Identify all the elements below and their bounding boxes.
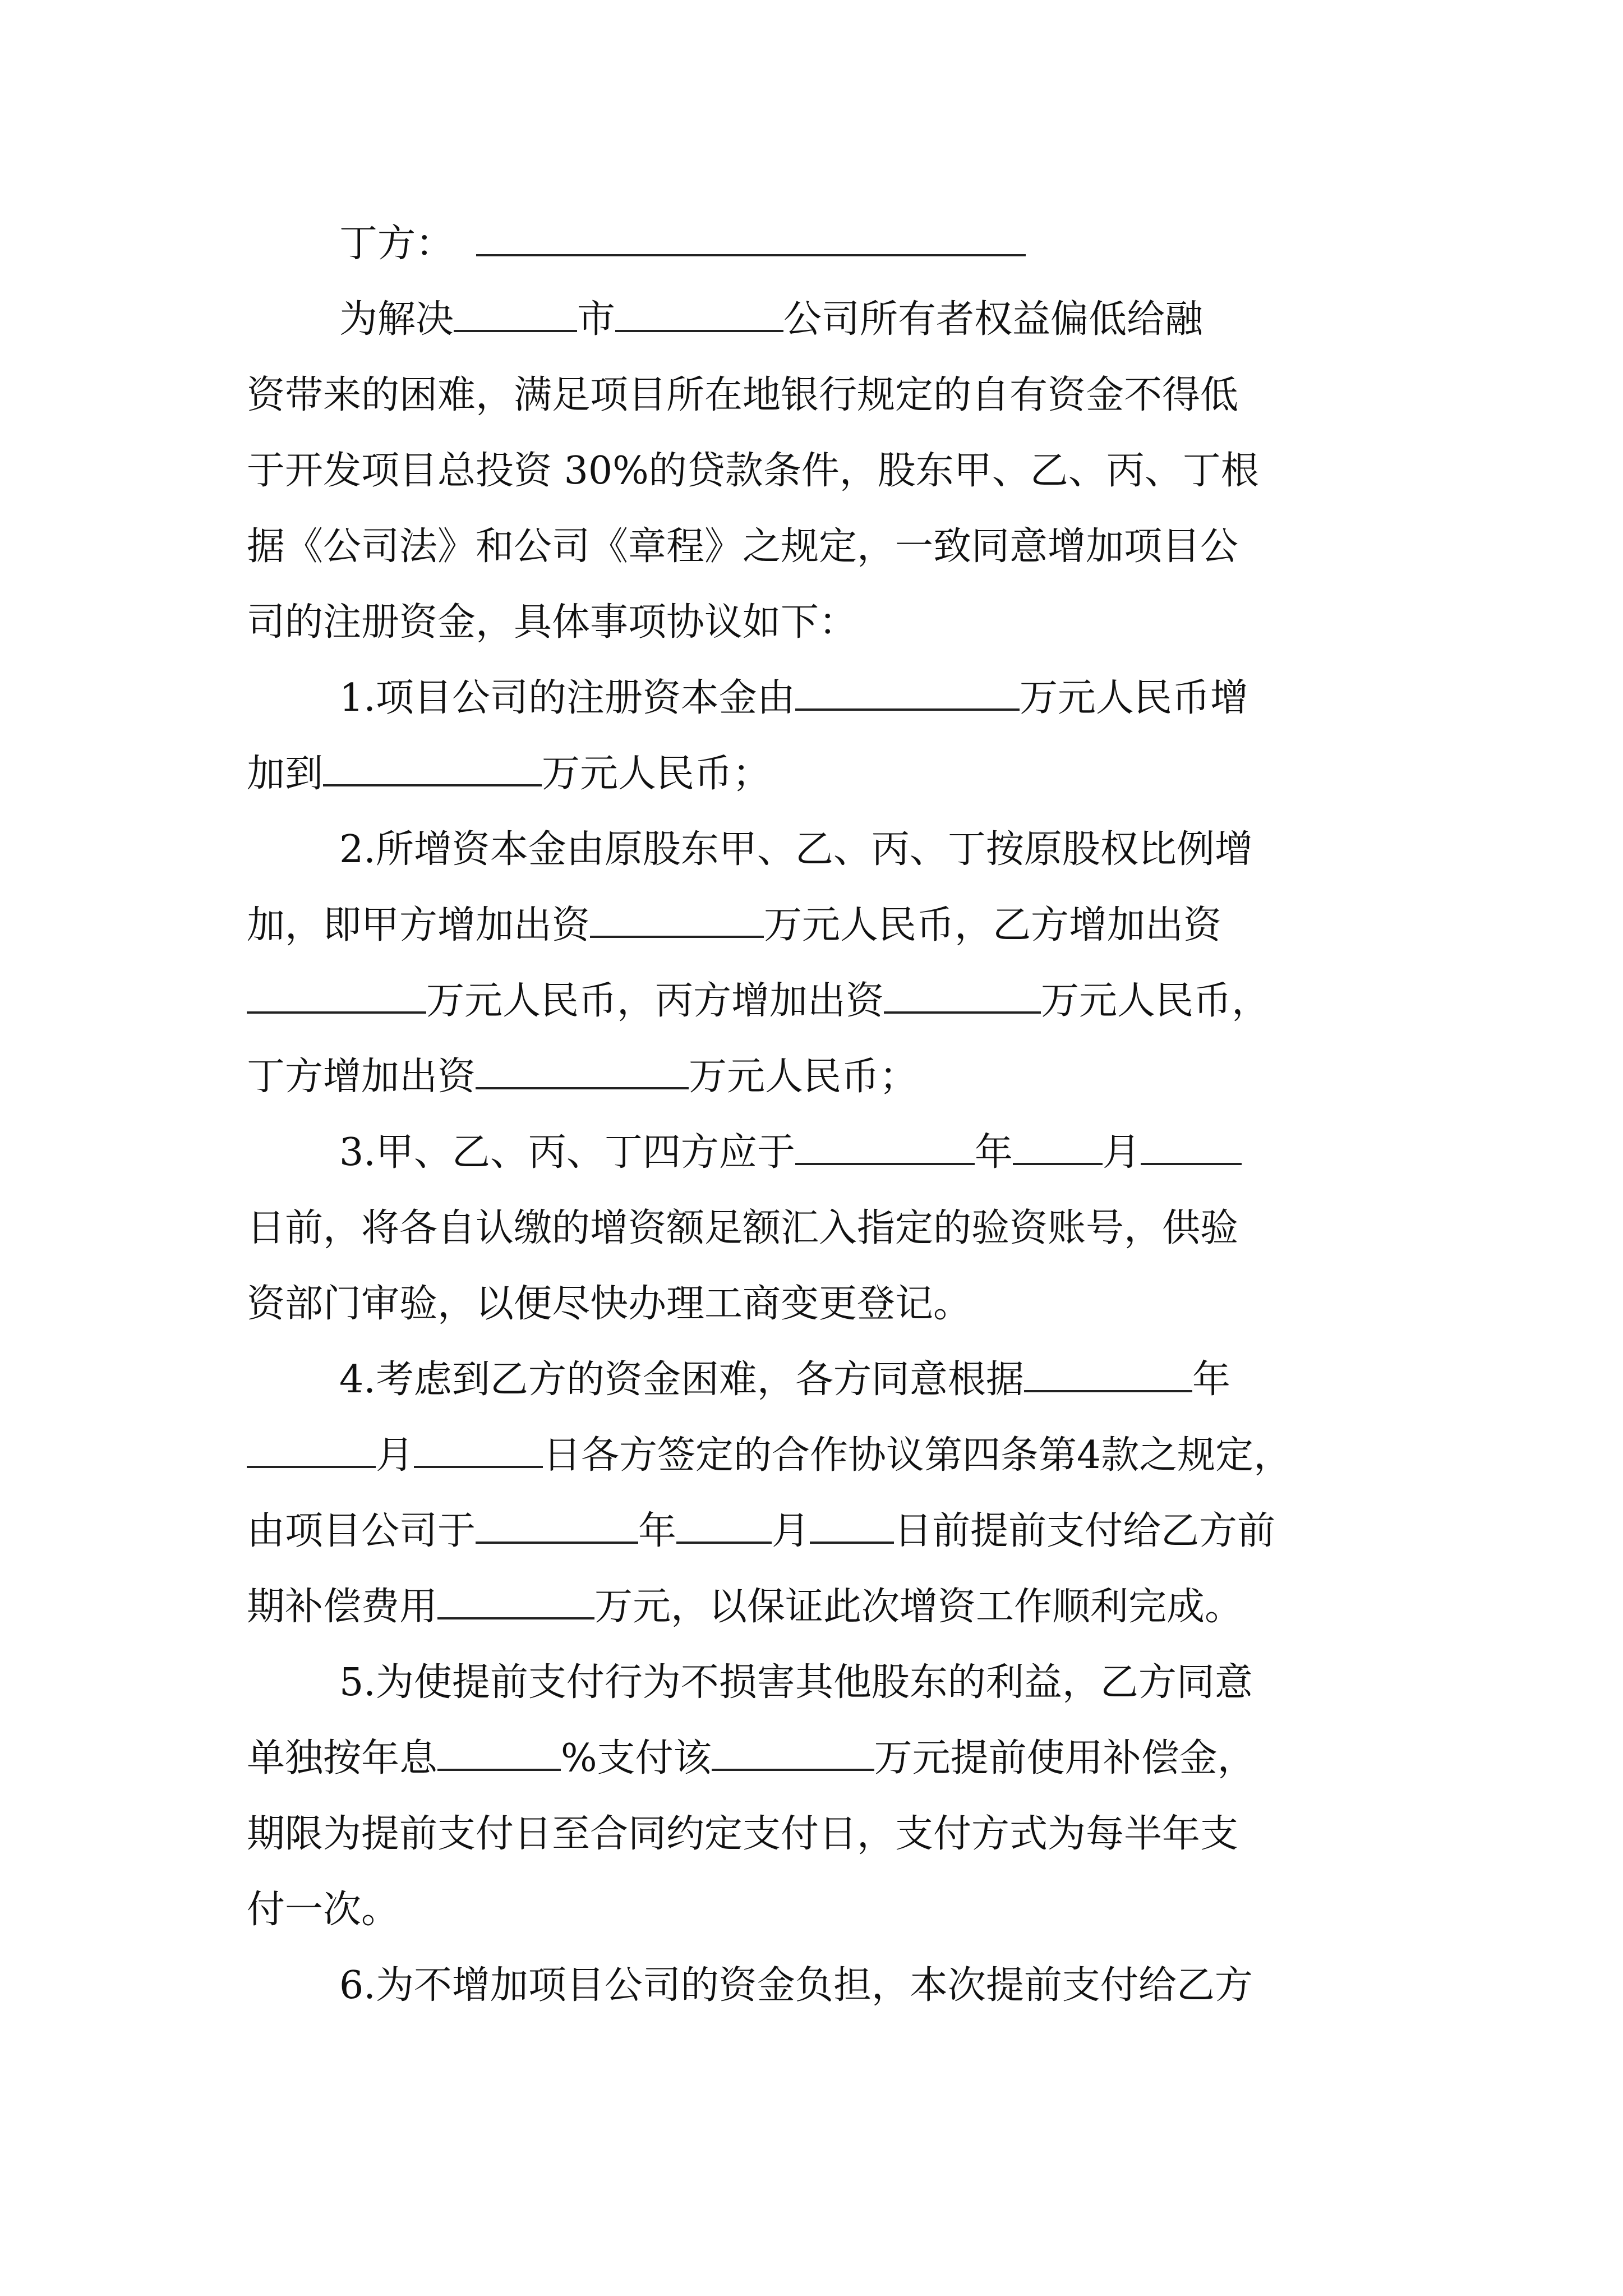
text-line: 单独按年息 %支付该 万元提前使用补偿金， <box>247 1731 1256 1787</box>
text-line: 4.考虑到乙方的资金困难，各方同意根据 年 <box>339 1352 1230 1408</box>
fill-in-blank <box>476 1052 689 1089</box>
fill-in-blank <box>247 977 426 1014</box>
text-line: 加到 万元人民币； <box>247 746 771 802</box>
text-line: 于开发项目总投资 30%的贷款条件，股东甲、乙、丙、丁根 <box>247 449 1259 493</box>
text-line: 司的注册资金，具体事项协议如下： <box>247 600 857 645</box>
fill-in-blank <box>676 1507 772 1544</box>
text-line: 5.为使提前支付行为不损害其他股东的利益，乙方同意 <box>339 1660 1253 1705</box>
fill-in-blank <box>590 901 764 938</box>
text-line: 2.所增资本金由原股东甲、乙、丙、丁按原股权比例增 <box>339 827 1253 872</box>
fill-in-blank <box>615 295 783 332</box>
text-line: 万元人民币，丙方增加出资 万元人民币， <box>247 973 1270 1029</box>
text-line: 日前，将各自认缴的增资额足额汇入指定的验资账号，供验 <box>247 1206 1239 1250</box>
fill-in-blank <box>323 749 542 786</box>
fill-in-blank <box>247 1431 376 1468</box>
text-line: 为解决 市 公司所有者权益偏低给融 <box>339 292 1203 348</box>
text-line: 付一次。 <box>247 1888 400 1932</box>
text-line: 据《公司法》和公司《章程》之规定，一致同意增加项目公 <box>247 524 1239 569</box>
fill-in-blank <box>437 1734 561 1771</box>
fill-in-blank <box>437 1582 594 1619</box>
fill-in-blank <box>810 1507 894 1544</box>
fill-in-blank <box>1141 1128 1242 1165</box>
fill-in-blank <box>414 1431 543 1468</box>
fill-in-blank <box>795 674 1020 711</box>
fill-in-blank <box>476 1507 638 1544</box>
fill-in-blank <box>795 1128 975 1165</box>
text-line: 丁方： <box>339 216 1026 272</box>
fill-in-blank <box>712 1734 874 1771</box>
fill-in-blank <box>1024 1355 1192 1392</box>
text-line: 3.甲、乙、丙、丁四方应于 年 月 <box>339 1125 1242 1181</box>
text-line: 资带来的困难，满足项目所在地银行规定的自有资金不得低 <box>247 373 1239 417</box>
text-line: 期补偿费用 万元，以保证此次增资工作顺利完成。 <box>247 1579 1243 1635</box>
text-line: 月 日各方签定的合作协议第四条第4款之规定， <box>247 1428 1292 1484</box>
text-line: 1.项目公司的注册资本金由 万元人民币增 <box>339 670 1248 726</box>
text-line: 期限为提前支付日至合同约定支付日，支付方式为每半年支 <box>247 1812 1239 1856</box>
text-line: 由项目公司于 年 月 日前提前支付给乙方前 <box>247 1503 1275 1559</box>
fill-in-blank <box>454 295 577 332</box>
text-line: 资部门审验，以便尽快办理工商变更登记。 <box>247 1282 972 1326</box>
fill-in-blank <box>476 219 1026 256</box>
fill-in-blank <box>1013 1128 1103 1165</box>
text-line: 丁方增加出资 万元人民币； <box>247 1049 917 1105</box>
text-line: 6.为不增加项目公司的资金负担，本次提前支付给乙方 <box>339 1963 1253 2008</box>
text-line: 加，即甲方增加出资 万元人民币，乙方增加出资 <box>247 898 1221 954</box>
fill-in-blank <box>884 977 1041 1014</box>
